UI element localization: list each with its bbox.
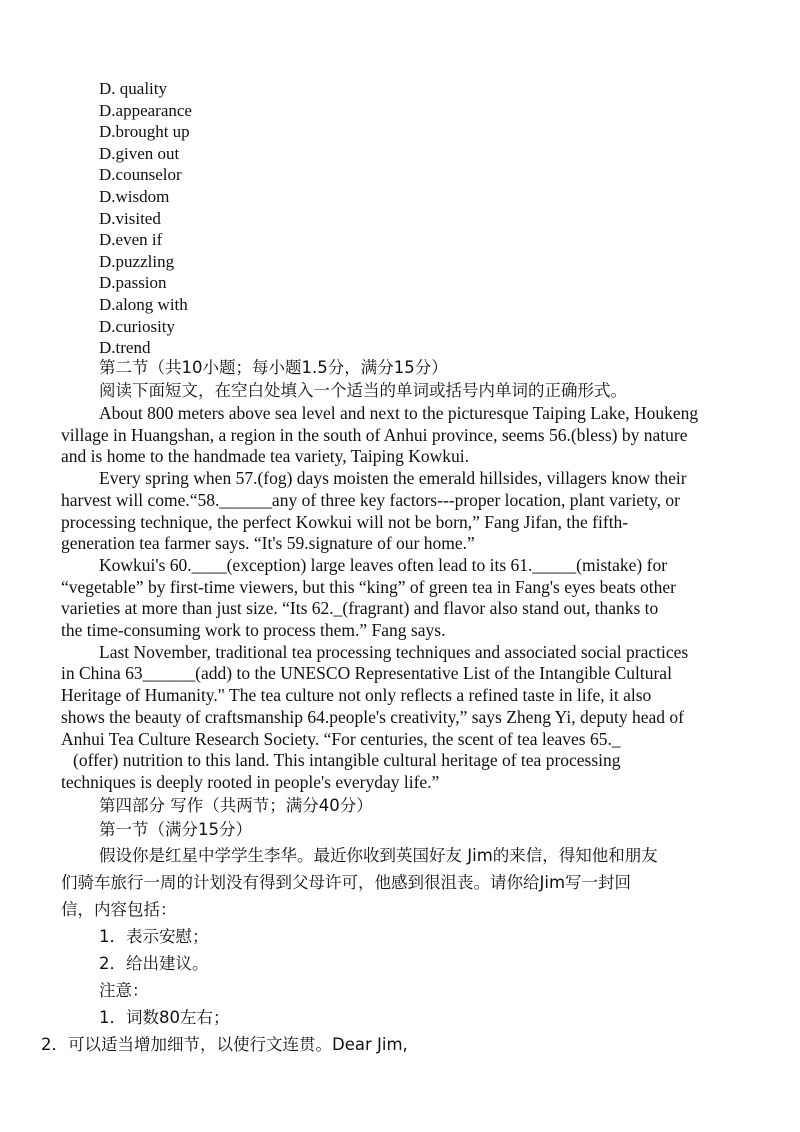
passage-line: and is home to the handmade tea variety, Taiping Kowkui. <box>61 446 469 467</box>
passage-line: (offer) nutrition to this land. This intangible cultural heritage of tea processing <box>73 750 621 771</box>
passage-line: Last November, traditional tea processing techniques and associated social practices <box>99 641 689 662</box>
option-item: D.puzzling <box>99 251 175 271</box>
option-item: D.wisdom <box>99 186 170 206</box>
passage-line: generation tea farmer says. “It's 59.signature of our home.” <box>61 533 475 554</box>
passage-line: varieties at more than just size. “Its 62._(fragrant) and flavor also stand out, thanks to <box>61 598 659 619</box>
section-heading: 第二节（共10小题；每小题1.5分，满分15分） <box>99 358 448 377</box>
option-item: D.counselor <box>99 165 182 185</box>
passage-line: Every spring when 57.(fog) days moisten the emerald hillsides, villagers know their <box>99 468 687 489</box>
part-heading: 第四部分 写作（共两节；满分40分） <box>99 795 373 815</box>
passage-line: processing technique, the perfect Kowkui will not be born,” Fang Jifan, the fifth- <box>61 511 629 532</box>
option-item: D.given out <box>99 143 180 163</box>
passage-line: harvest will come.“58.______any of three key factors---proper location, plant variety, or <box>61 489 680 510</box>
section-heading: 第一节（满分15分） <box>99 819 252 839</box>
option-item: D.passion <box>99 273 167 293</box>
note-label: 注意： <box>99 980 149 1000</box>
option-item: D.visited <box>99 208 161 228</box>
option-item: D.trend <box>99 338 151 358</box>
note-item: 1．词数80左右； <box>99 1007 230 1027</box>
prompt-point: 1．表示安慰； <box>99 926 209 946</box>
option-item: D.even if <box>99 230 163 250</box>
passage-line: “vegetable” by first-time viewers, but this “king” of green tea in Fang's eyes beats other <box>61 576 676 597</box>
main-text <box>41 357 743 1058</box>
option-item: D.brought up <box>99 122 190 142</box>
section-instruction: 阅读下面短文，在空白处填入一个适当的单词或括号内单词的正确形式。 <box>99 381 627 400</box>
passage-line: techniques is deeply rooted in people's everyday life.” <box>61 771 440 792</box>
passage-line: Anhui Tea Culture Research Society. “For centuries, the scent of tea leaves 65._ <box>61 728 621 749</box>
option-list <box>99 78 192 359</box>
passage-line: shows the beauty of craftsmanship 64.people's creativity,” says Zheng Yi, deputy head of <box>61 706 684 727</box>
prompt-line: 假设你是红星中学学生李华。最近你收到英国好友 Jim的来信，得知他和朋友 <box>99 845 658 865</box>
prompt-line: 们骑车旅行一周的计划没有得到父母许可，他感到很沮丧。请你给Jim写一封回 <box>61 872 632 892</box>
passage-line: Kowkui's 60.____(exception) large leaves often lead to its 61._____(mistake) for <box>99 554 668 575</box>
passage-line: Heritage of Humanity." The tea culture not only reflects a refined taste in life, it also <box>61 685 652 706</box>
prompt-line: 信，内容包括： <box>61 899 177 919</box>
passage-line: the time-consuming work to process them.” Fang says. <box>61 620 446 641</box>
passage-line: About 800 meters above sea level and next to the picturesque Taiping Lake, Houkeng <box>99 403 699 423</box>
option-item: D.along with <box>99 294 188 314</box>
prompt-point: 2．给出建议。 <box>99 953 209 973</box>
note-item: 2．可以适当增加细节，以使行文连贯。Dear Jim, <box>41 1034 408 1054</box>
passage-line: village in Huangshan, a region in the south of Anhui province, seems 56.(bless) by nature <box>61 424 688 445</box>
passage-line: in China 63______(add) to the UNESCO Representative List of the Intangible Cultural <box>61 663 672 684</box>
option-item: D.curiosity <box>99 316 176 336</box>
option-item: D. quality <box>99 79 167 98</box>
option-item: D.appearance <box>99 100 192 120</box>
